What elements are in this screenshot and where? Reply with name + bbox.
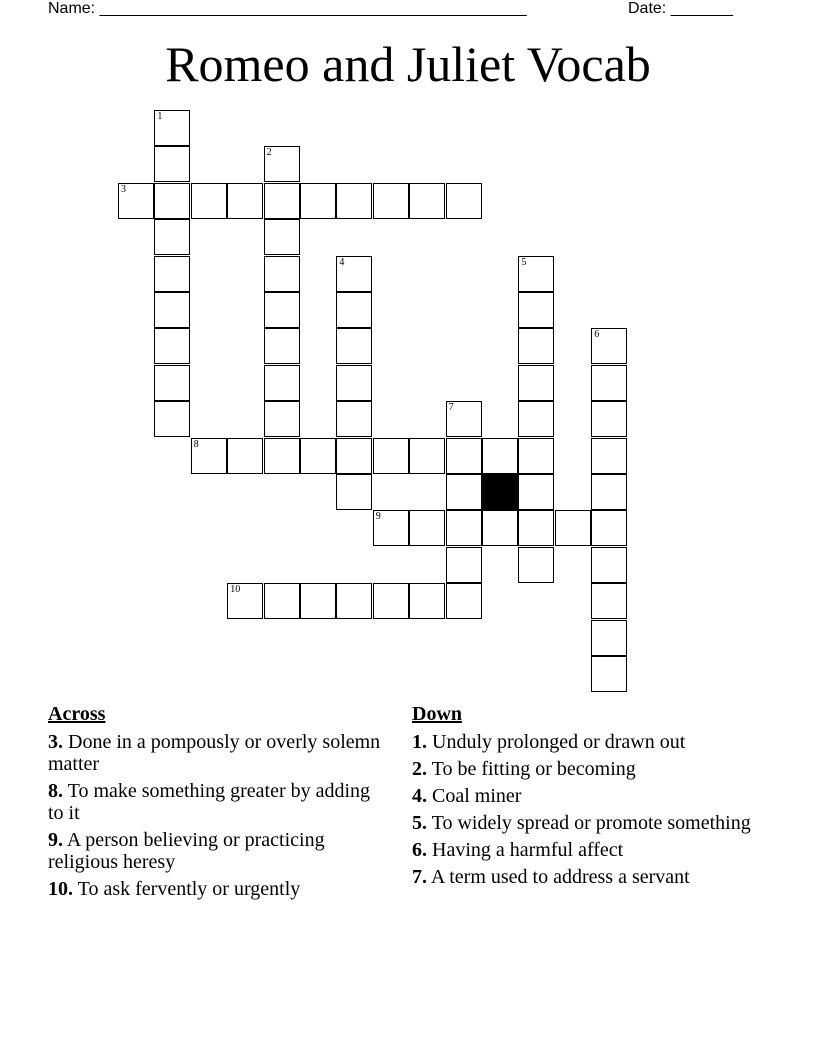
crossword-cell[interactable] <box>446 438 482 474</box>
crossword-cell[interactable] <box>409 438 445 474</box>
crossword-cell[interactable] <box>336 328 372 364</box>
across-clue-list <box>48 731 388 900</box>
clue-text: Done in a pompously or overly solemn matter <box>48 731 381 775</box>
black-square <box>482 474 518 510</box>
down-clue <box>412 731 752 753</box>
crossword-cell[interactable] <box>518 256 554 292</box>
crossword-cell[interactable] <box>264 583 300 619</box>
crossword-cell[interactable] <box>591 547 627 583</box>
down-clue <box>412 812 752 834</box>
clue-number-label: 2. <box>412 758 427 780</box>
crossword-cell[interactable] <box>154 146 190 182</box>
clue-number-label: 3. <box>48 731 63 753</box>
crossword-cell[interactable] <box>264 365 300 401</box>
crossword-cell[interactable] <box>264 183 300 219</box>
crossword-cell[interactable] <box>154 256 190 292</box>
crossword-cell[interactable] <box>154 365 190 401</box>
crossword-cell[interactable] <box>227 438 263 474</box>
clue-text: Unduly prolonged or drawn out <box>427 731 686 753</box>
crossword-cell[interactable] <box>336 256 372 292</box>
crossword-cell[interactable] <box>591 583 627 619</box>
crossword-cell[interactable] <box>373 183 409 219</box>
crossword-cell[interactable] <box>591 438 627 474</box>
crossword-cell[interactable] <box>154 183 190 219</box>
clue-number-label: 1. <box>412 731 427 753</box>
crossword-cell[interactable] <box>482 510 518 546</box>
down-heading: Down <box>412 703 463 725</box>
across-clue <box>48 829 388 873</box>
across-clue <box>48 878 388 900</box>
clue-number-label: 7. <box>412 866 427 888</box>
clue-number-label: 8. <box>48 780 63 802</box>
clue-number-label: 4. <box>412 785 427 807</box>
crossword-cell[interactable] <box>264 146 300 182</box>
clue-number: 10 <box>230 584 241 596</box>
crossword-cell[interactable] <box>264 328 300 364</box>
down-clue <box>412 758 752 780</box>
crossword-cell[interactable] <box>409 583 445 619</box>
crossword-cell[interactable] <box>518 328 554 364</box>
crossword-cell[interactable] <box>227 583 263 619</box>
crossword-cell[interactable] <box>373 438 409 474</box>
down-clue-list <box>412 731 752 888</box>
crossword-cell[interactable] <box>227 183 263 219</box>
crossword-cell[interactable] <box>154 328 190 364</box>
crossword-cell[interactable] <box>336 474 372 510</box>
crossword-cell[interactable] <box>518 292 554 328</box>
crossword-cell[interactable] <box>154 401 190 437</box>
crossword-cell[interactable] <box>446 583 482 619</box>
across-clues <box>48 703 388 905</box>
crossword-cell[interactable] <box>591 510 627 546</box>
name-field-label: Name: ________________________________________________ <box>48 0 527 17</box>
crossword-cell[interactable] <box>446 510 482 546</box>
crossword-cell[interactable] <box>154 110 190 146</box>
crossword-cell[interactable] <box>336 365 372 401</box>
clue-text: To ask fervently or urgently <box>73 878 301 900</box>
crossword-cell[interactable] <box>336 183 372 219</box>
clue-number: 1 <box>157 111 163 122</box>
crossword-cell[interactable] <box>591 656 627 692</box>
clue-number: 7 <box>448 402 454 414</box>
crossword-cell[interactable] <box>300 583 336 619</box>
down-clue <box>412 785 752 807</box>
clue-text: To make something greater by adding to it <box>48 780 371 824</box>
clue-text: Coal miner <box>427 785 522 807</box>
crossword-cell[interactable] <box>264 401 300 437</box>
clue-number: 3 <box>121 183 126 195</box>
crossword-cell[interactable] <box>373 583 409 619</box>
down-clues <box>412 703 752 893</box>
crossword-cell[interactable] <box>264 219 300 255</box>
crossword-cell[interactable] <box>591 365 627 401</box>
clue-text: A person believing or practicing religious heresy <box>48 829 325 873</box>
crossword-cell[interactable] <box>154 292 190 328</box>
clue-number: 4 <box>339 256 345 268</box>
crossword-cell[interactable] <box>118 183 154 219</box>
down-clue <box>412 866 752 888</box>
clue-number-label: 6. <box>412 839 427 861</box>
crossword-cell[interactable] <box>300 438 336 474</box>
crossword-cell[interactable] <box>446 547 482 583</box>
crossword-cell[interactable] <box>518 474 554 510</box>
across-heading: Across <box>48 703 106 725</box>
clue-number: 8 <box>193 438 199 450</box>
clue-number: 5 <box>521 256 527 268</box>
clue-text: To widely spread or promote something <box>427 812 751 834</box>
crossword-cell[interactable] <box>518 438 554 474</box>
crossword-cell[interactable] <box>591 401 627 437</box>
crossword-cell[interactable] <box>264 438 300 474</box>
crossword-cell[interactable] <box>446 474 482 510</box>
down-clue <box>412 839 752 861</box>
crossword-cell[interactable] <box>591 620 627 656</box>
page-title: Romeo and Juliet Vocab <box>165 36 651 92</box>
crossword-cell[interactable] <box>373 510 409 546</box>
crossword-cell[interactable] <box>191 183 227 219</box>
crossword-cell[interactable] <box>518 510 554 546</box>
crossword-cell[interactable] <box>336 292 372 328</box>
crossword-cell[interactable] <box>482 438 518 474</box>
crossword-cell[interactable] <box>191 438 227 474</box>
crossword-cell[interactable] <box>409 183 445 219</box>
crossword-cell[interactable] <box>336 438 372 474</box>
crossword-cell[interactable] <box>409 510 445 546</box>
clue-text: To be fitting or becoming <box>427 758 636 780</box>
crossword-cell[interactable] <box>336 401 372 437</box>
crossword-cell[interactable] <box>264 256 300 292</box>
crossword-cell[interactable] <box>154 219 190 255</box>
crossword-cell[interactable] <box>336 583 372 619</box>
crossword-cell[interactable] <box>300 183 336 219</box>
crossword-cell[interactable] <box>446 183 482 219</box>
clue-number: 6 <box>594 329 600 341</box>
clue-text: A term used to address a servant <box>427 866 690 888</box>
crossword-cell[interactable] <box>591 328 627 364</box>
crossword-cell[interactable] <box>446 401 482 437</box>
clue-number-label: 9. <box>48 829 63 851</box>
crossword-cell[interactable] <box>264 292 300 328</box>
clue-number: 9 <box>375 511 381 523</box>
clue-number-label: 10. <box>48 878 73 900</box>
crossword-cell[interactable] <box>591 474 627 510</box>
clue-number-label: 5. <box>412 812 427 834</box>
crossword-cell[interactable] <box>518 547 554 583</box>
crossword-cell[interactable] <box>518 365 554 401</box>
across-clue <box>48 731 388 775</box>
crossword-cell[interactable] <box>518 401 554 437</box>
date-field-label: Date: _______ <box>628 0 733 17</box>
crossword-cell[interactable] <box>555 510 591 546</box>
clue-text: Having a harmful affect <box>427 839 624 861</box>
clue-number: 2 <box>266 147 272 159</box>
across-clue <box>48 780 388 824</box>
